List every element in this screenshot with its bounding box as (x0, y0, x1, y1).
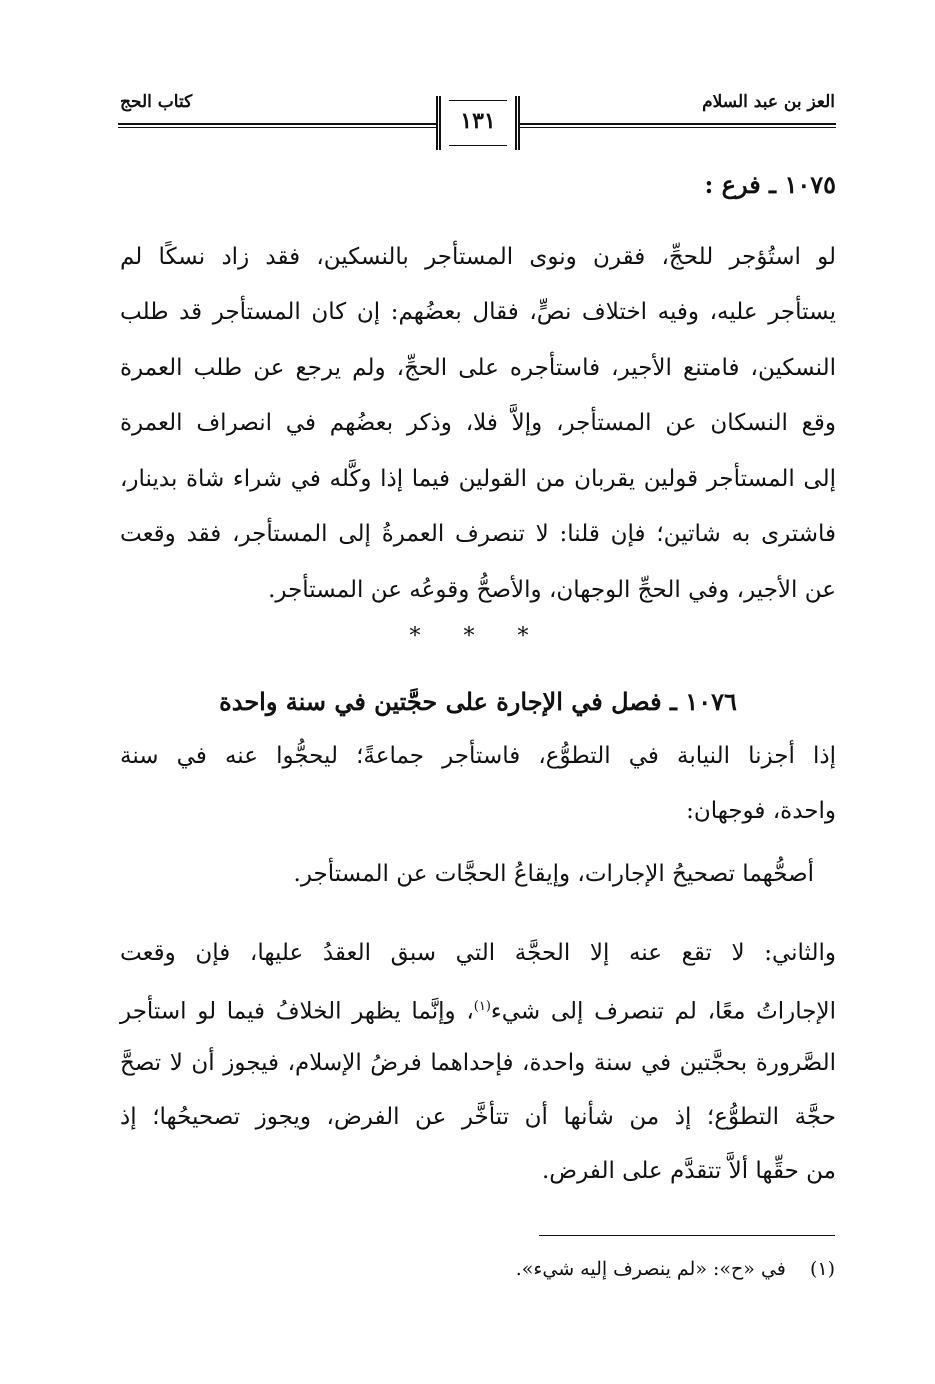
paragraph-line: أصحُّهما تصحيحُ الإجارات، وإيقاعُ الحجَّات عن المستأجر. (293, 861, 814, 887)
footnote-text: في «ح»: «لم ينصرف إليه شيء». (515, 1258, 786, 1280)
section-1076 (120, 682, 836, 1202)
text-segment: ، وإنَّما يظهر الخلافُ فيما لو استأجر (120, 998, 474, 1025)
footnote-reference[interactable]: (١) (473, 999, 491, 1014)
paragraph-line: النسكين، فامتنع الأجير، فاستأجره على الحجِّ، ولم يرجع عن طلب العمرة (120, 355, 836, 381)
section-1075 (120, 165, 836, 625)
paragraph-line: وقع النسكان عن المستأجر، وإلاَّ فلا، وذكر بعضُهم في انصراف العمرة (120, 410, 836, 436)
paragraph-line-with-footnote-ref (120, 987, 836, 1027)
running-header-author: العز بن عبد السلام (702, 92, 835, 112)
paragraph-line: إلى المستأجر قولين يقربان من القولين فيما إذا وكَّله في شراء شاة بدينار، (120, 466, 836, 492)
footnote-number: (١) (809, 1258, 835, 1280)
separator-block (120, 624, 836, 664)
section-heading-1076: ١٠٧٦ ـ فصل في الإجارة على حجَّتين في سنة واحدة (219, 687, 737, 716)
paragraph-line: إذا أجزنا النيابة في التطوُّع، فاستأجر جماعةً؛ ليحجُّوا عنه في سنة (120, 743, 836, 769)
section-heading-1075: ١٠٧٥ ـ فرع : (704, 170, 836, 199)
paragraph-line: واحدة، فوجهان: (686, 798, 836, 824)
page-number: ١٣١ (460, 108, 496, 134)
paragraph-line: يستأجر عليه، وفيه اختلاف نصٍّ، فقال بعضُهم: إن كان المستأجر قد طلب (120, 299, 836, 325)
paragraph-line: فاشترى به شاتين؛ فإن قلنا: لا تنصرف العمرةُ إلى المستأجر، فقد وقعت (120, 521, 836, 547)
footnote (335, 1258, 835, 1280)
running-header-book-title: كتاب الحج (120, 92, 193, 112)
section-separator-stars: * * * (409, 624, 547, 649)
text-segment: الإجاراتُ معًا، لم تنصرف إلى شيء (490, 998, 836, 1025)
paragraph-line: الصَّرورة بحجَّتين في سنة واحدة، فإحداهما فرضُ الإسلام، فيجوز أن لا تصحَّ (120, 1050, 836, 1076)
footnote-rule (539, 1235, 835, 1236)
paragraph-line: لو استُؤجر للحجِّ، فقرن ونوى المستأجر بالنسكين، فقد زاد نسكًا لم (120, 244, 836, 270)
paragraph-line: حجَّة التطوُّع؛ إذ من شأنها أن تتأخَّر عن الفرض، ويجوز تصحيحُها؛ إذ (120, 1104, 836, 1130)
paragraph-line: والثاني: لا تقع عنه إلا الحجَّة التي سبق العقدُ عليها، فإن وقعت (120, 940, 836, 966)
paragraph-line: من حقِّها ألاَّ تتقدَّم على الفرض. (542, 1158, 836, 1184)
page-number-frame (436, 96, 520, 150)
paragraph-line: عن الأجير، وفي الحجِّ الوجهان، والأصحُّ وقوعُه عن المستأجر. (268, 577, 836, 603)
